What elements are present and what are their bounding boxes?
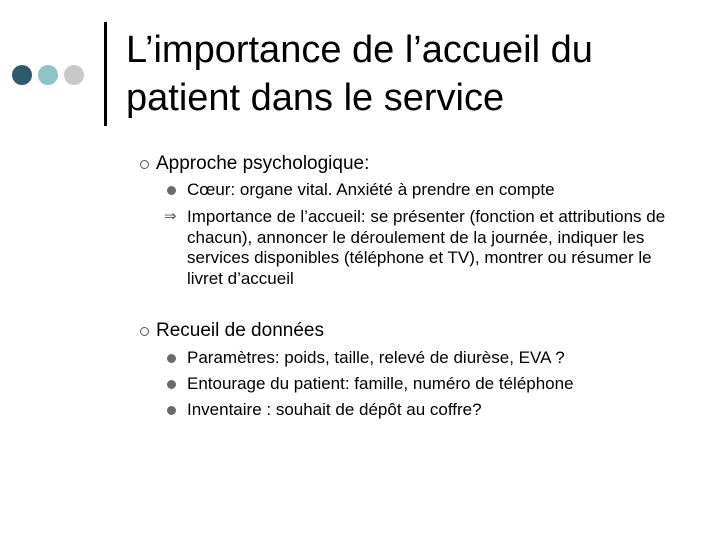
filled-circle-bullet-icon xyxy=(167,186,176,195)
section-heading: Approche psychologique: xyxy=(156,153,370,174)
list-item: Cœur: organe vital. Anxiété à prendre en compte xyxy=(187,180,555,199)
hollow-circle-bullet-icon xyxy=(140,160,149,169)
slide-title: L’importance de l’accueil du patient dans le service xyxy=(126,29,593,119)
section-heading: Recueil de données xyxy=(156,320,324,341)
filled-circle-bullet-icon xyxy=(167,354,176,363)
list-item: Paramètres: poids, taille, relevé de diurèse, EVA ? xyxy=(187,348,565,367)
filled-circle-bullet-icon xyxy=(167,406,176,415)
double-arrow-bullet-icon: ⇒ xyxy=(164,208,177,225)
hollow-circle-bullet-icon xyxy=(140,327,149,336)
filled-circle-bullet-icon xyxy=(167,380,176,389)
list-item: Entourage du patient: famille, numéro de téléphone xyxy=(187,374,574,393)
list-item: Inventaire : souhait de dépôt au coffre? xyxy=(187,400,482,419)
list-item: Importance de l’accueil: se présenter (fonction et attributions de chacun), annoncer le déroulement de la journée, indiquer les services disponibles (téléphone et TV), montrer ou résumer le livret d’accueil xyxy=(187,207,666,288)
